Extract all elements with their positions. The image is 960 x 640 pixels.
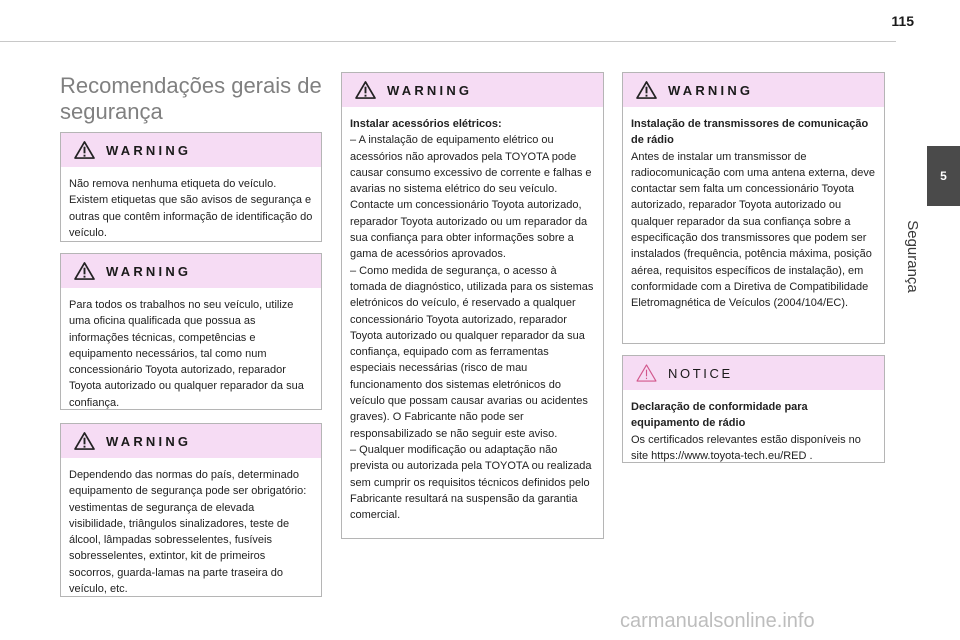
warning-box-labels [60,132,322,242]
notice-triangle-icon [636,364,657,382]
page-title: Recomendações gerais de segurança [60,73,322,124]
warning-box-equipment [60,423,322,597]
warning-heading: WARNING [106,263,192,279]
warning-subheading: Instalação de transmissores de comunicação de rádio [631,118,869,147]
warning-triangle-icon [74,432,95,450]
warning-header [342,73,603,107]
warning-text: Antes de instalar um transmissor de radiocomunicação com uma antena externa, deve contactar sem falta um concessionário Toyota autorizado, reparador Toyota autorizado ou qualquer reparador da sua confiança sobre a especificação dos transmissores que podem ser instalados (frequência, potência máxima, posição aérea, requisitos específicos de instalação), em conformidade com a Diretiva de Compatibilidade Eletromagnética de Veículos (2004/104/EC). [631,150,875,310]
warning-header [61,133,321,167]
notice-box [622,355,885,463]
warning-heading: WARNING [668,82,754,98]
notice-text: Os certificados relevantes estão disponíveis no site https://www.toyota-tech.eu/RED . [631,433,861,462]
warning-header [61,254,321,288]
notice-header [623,356,884,390]
notice-subheading: Declaração de conformidade para equipamento de rádio [631,401,808,430]
notice-heading: NOTICE [668,365,733,381]
page-number: 115 [891,13,914,29]
warning-text: Para todos os trabalhos no seu veículo, utilize uma oficina qualificada que possua as informações técnicas, competências e equipamento necessários, tal como num concessionário Toyota autorizado, reparador Toyota autorizado ou qualquer reparador da sua confiança. [69,299,304,409]
warning-box-electrical [341,72,604,539]
warning-heading: WARNING [106,433,192,449]
watermark: carmanualsonline.info [620,610,815,632]
warning-text: – A instalação de equipamento elétrico ou acessórios não aprovados pela TOYOTA pode causar consumo excessivo de corrente e falhas e avarias no sistema elétrico do seu veículo. Contacte um concessionário Toyota autorizado, reparador Toyota autorizado ou um reparador da sua confiança para obter informações sobre a gama de acessórios aprovados. – Como medida de segurança, o acesso à tomada de diagnóstico, utilizada para os sistemas eletrónicos do veículo, é reservado a qualquer concessionário Toyota autorizado, reparador Toyota autorizado ou qualquer reparador da sua confiança, equipado com as ferramentas especiais necessárias (risco de mau funcionamento dos sistemas eletrónicos do veículo que possam causar avarias ou acidentes graves). O Fabricante não pode ser responsabilizado se não seguir este aviso. – Qualquer modificação ou adaptação não prevista ou autorizada pela TOYOTA ou realizada sem cumprir os requisitos técnicos definidos pelo Fabricante resultará na suspensão da garantia comercial. [350,134,594,522]
header-divider [0,41,896,42]
warning-heading: WARNING [106,142,192,158]
warning-triangle-icon [74,141,95,159]
warning-heading: WARNING [387,82,473,98]
warning-box-workshop [60,253,322,410]
warning-triangle-icon [355,81,376,99]
warning-box-radio [622,72,885,344]
warning-subheading: Instalar acessórios elétricos: [350,118,502,130]
warning-text: Não remova nenhuma etiqueta do veículo. Existem etiquetas que são avisos de segurança e outras que contêm informação de identificação do veículo. [69,178,313,239]
warning-text: Dependendo das normas do país, determinado equipamento de segurança pode ser obrigatório: vestimentas de segurança de elevada visibilidade, triângulos sinalizadores, teste de álcool, lâmpadas sobresselentes, fusíveis sobresselentes, extintor, kit de primeiros socorros, guarda-lamas na parte traseira do veículo, etc. [69,469,307,596]
warning-header [61,424,321,458]
warning-triangle-icon [74,262,95,280]
warning-header [623,73,884,107]
warning-triangle-icon [636,81,657,99]
chapter-tab[interactable]: 5 [927,146,960,206]
chapter-label: Segurança [903,219,921,293]
